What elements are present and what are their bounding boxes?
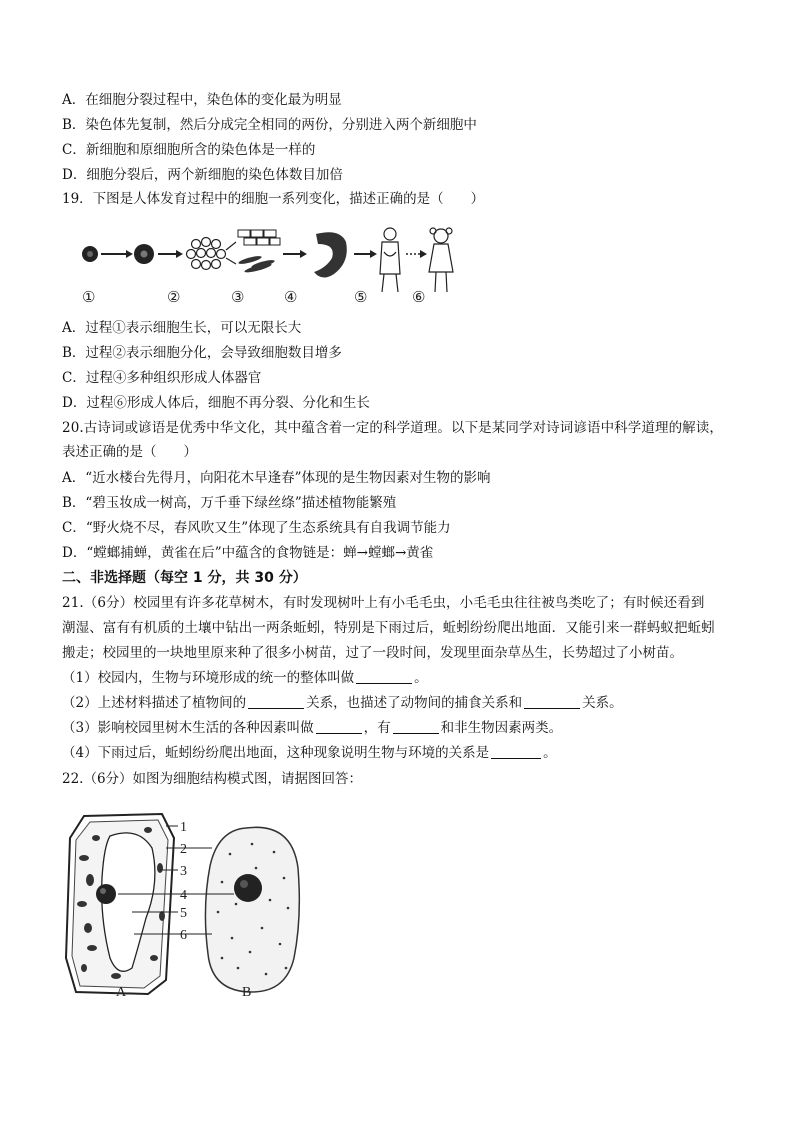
q21-sub4: （4）下雨过后，蚯蚓纷纷爬出地面，这种现象说明生物与环境的关系是 。 <box>62 745 557 761</box>
figure-label-5: ⑤ <box>354 290 368 306</box>
answer-blank[interactable] <box>491 746 541 759</box>
figure-number-5: 5 <box>180 906 187 921</box>
figure-label-2: ② <box>167 290 181 306</box>
q19-option-d: D．过程⑥形成人体后，细胞不再分裂、分化和生长 <box>62 395 370 411</box>
figure-number-6: 6 <box>180 928 187 943</box>
figure-label-4: ④ <box>284 290 298 306</box>
figure-number-3: 3 <box>180 864 187 879</box>
figure-number-2: 2 <box>180 842 187 857</box>
plant-cell-a <box>66 814 174 994</box>
q21-sub2: （2）上述材料描述了植物间的 关系，也描述了动物间的捕食关系和 关系。 <box>62 695 623 711</box>
answer-blank[interactable] <box>524 696 580 709</box>
section-heading: 二、非选择题（每空 1 分，共 30 分） <box>62 570 307 586</box>
answer-blank[interactable] <box>356 671 412 684</box>
human-development-figure <box>78 222 458 308</box>
q21-para-line3: 搬走；校园里的一块地里原来种了很多小树苗，过了一段时间，发现里面杂草丛生，长势超过了小树苗。 <box>62 645 683 661</box>
cell-label-b: B <box>242 985 252 1000</box>
figure-label-1: ① <box>82 290 96 306</box>
cell-structure-figure <box>62 808 322 1008</box>
figure-label-6: ⑥ <box>412 290 426 306</box>
q18-option-c: C．新细胞和原细胞所含的染色体是一样的 <box>62 142 316 158</box>
q20-option-a: A．“近水楼台先得月，向阳花木早逢春”体现的是生物因素对生物的影响 <box>62 470 491 486</box>
figure-number-1: 1 <box>180 820 187 835</box>
animal-cell-b <box>205 827 299 992</box>
q20-option-c: C．“野火烧不尽，春风吹又生”体现了生态系统具有自我调节能力 <box>62 520 451 536</box>
q20-option-d: D．“螳螂捕蝉，黄雀在后”中蕴含的食物链是：蝉→螳螂→黄雀 <box>62 545 434 561</box>
q21-para-line2: 潮湿、富有有机质的土壤中钻出一两条蚯蚓，特别是下雨过后，蚯蚓纷纷爬出地面．又能引来一群蚂蚁把蚯蚓 <box>62 620 715 636</box>
q18-option-a: A．在细胞分裂过程中，染色体的变化最为明显 <box>62 92 342 108</box>
q19-option-b: B．过程②表示细胞分化，会导致细胞数目增多 <box>62 345 342 361</box>
q19-option-a: A．过程①表示细胞生长，可以无限长大 <box>62 320 302 336</box>
q21-sub3: （3）影响校园里树木生活的各种因素叫做 ，有 和非生物因素两类。 <box>62 720 563 736</box>
q20-stem-line2: 表述正确的是（ ） <box>62 444 197 460</box>
q21-sub1: （1）校园内，生物与环境形成的统一的整体叫做 。 <box>62 670 428 686</box>
q18-option-b: B．染色体先复制，然后分成完全相同的两份，分别进入两个新细胞中 <box>62 117 477 133</box>
answer-blank[interactable] <box>316 721 362 734</box>
q22-stem: 22.（6分）如图为细胞结构模式图，请据图回答： <box>62 771 363 787</box>
q21-para-line1: 21.（6分）校园里有许多花草树木，有时发现树叶上有小毛毛虫，小毛毛虫往往被鸟类吃了；有时候还看到 <box>62 595 705 611</box>
cell-label-a: A <box>116 985 127 1000</box>
q18-option-d: D．细胞分裂后，两个新细胞的染色体数目加倍 <box>62 167 343 183</box>
figure-label-3: ③ <box>231 290 245 306</box>
q20-option-b: B．“碧玉妆成一树高，万千垂下绿丝绦”描述植物能繁殖 <box>62 495 397 511</box>
answer-blank[interactable] <box>393 721 439 734</box>
figure-number-4: 4 <box>180 888 187 903</box>
q19-option-c: C．过程④多种组织形成人体器官 <box>62 370 262 386</box>
q19-stem: 19．下图是人体发育过程中的细胞一系列变化，描述正确的是（ ） <box>62 191 485 207</box>
q20-stem-line1: 20.古诗词或谚语是优秀中华文化，其中蕴含着一定的科学道理。以下是某同学对诗词谚语中科学道理的解读， <box>62 420 723 436</box>
answer-blank[interactable] <box>248 696 304 709</box>
